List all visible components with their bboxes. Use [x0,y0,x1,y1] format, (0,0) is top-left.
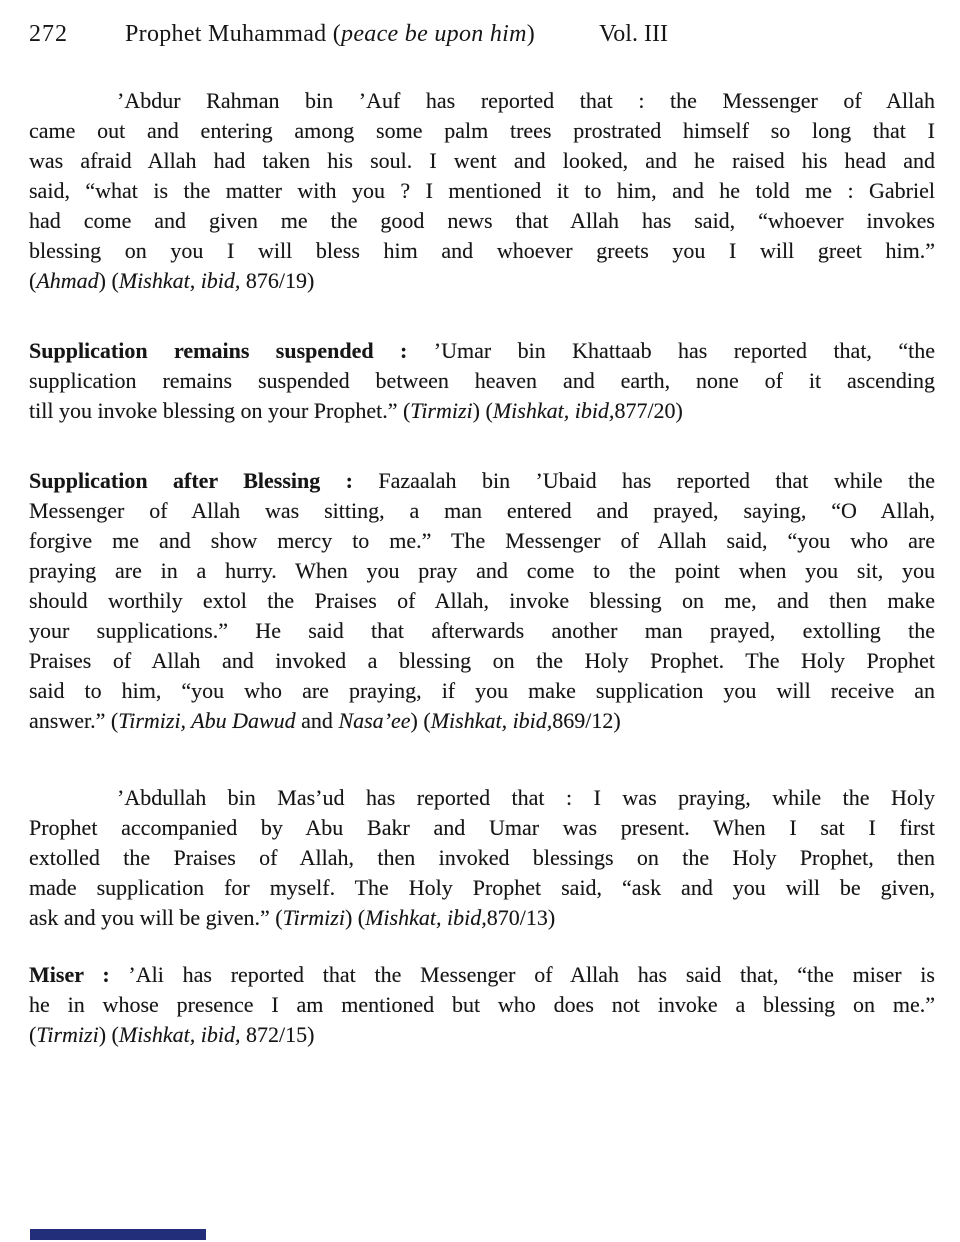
citation-italic-run: Tirmizi [282,905,345,930]
book-title-italic: peace be upon him [341,21,527,47]
text-run: Messenger of Allah was sitting, a man entered and prayed, saying, “O Allah, [29,498,935,523]
text-line [29,783,935,813]
text-run: till you invoke blessing on your Prophet.” ( [29,398,411,423]
text-line [29,496,935,526]
citation-italic-run: Ahmad [36,268,99,293]
text-run: 877/20) [614,398,683,423]
text-run: was afraid Allah had taken his soul. I went and looked, and he raised his head and [29,148,935,173]
text-line [29,176,935,206]
paragraph-abdullah-bin-masud-report [29,783,935,933]
page-body [29,86,935,1050]
text-run: Prophet accompanied by Abu Bakr and Umar was present. When I sat I first [29,815,935,840]
citation-italic-run: Mishkat, ibid, [118,268,241,293]
text-line [29,813,935,843]
citation-italic-run: Tirmizi [36,1022,99,1047]
text-line [29,706,935,736]
text-line [29,466,935,496]
text-run: came out and entering among some palm trees prostrated himself so long that I [29,118,935,143]
text-run: answer.” ( [29,708,119,733]
bold-heading-run: Supplication after Blessing : [29,468,379,493]
text-run: blessing on you I will bless him and whoever greets you I will greet him.” [29,238,935,263]
text-line [29,1020,935,1050]
page-number: 272 [29,21,68,47]
text-line [29,116,935,146]
text-run: should worthily extol the Praises of Allah, invoke blessing on me, and then make [29,588,935,613]
text-line [29,86,935,116]
paragraph-supplication-remains-suspended [29,336,935,426]
text-run: made supplication for myself. The Holy Prophet said, “ask and you will be given, [29,875,935,900]
text-run: ’Abdur Rahman bin ’Auf has reported that : the Messenger of Allah [117,88,935,113]
text-run: ’Ali has reported that the Messenger of Allah has said that, “the miser is [128,962,935,987]
paragraph-abdur-rahman-report [29,86,935,296]
text-line [29,526,935,556]
text-run: supplication remains suspended between heaven and earth, none of it ascending [29,368,935,393]
citation-italic-run: Tirmizi, Abu Dawud [118,708,296,733]
volume-label: Vol. III [599,21,668,47]
text-line [29,236,935,266]
text-run: ask and you will be given.” ( [29,905,283,930]
citation-italic-run: Mishkat, ibid, [118,1022,241,1047]
citation-italic-run: Mishkat, ibid, [492,398,615,423]
text-run: extolled the Praises of Allah, then invoked blessings on the Holy Prophet, then [29,845,935,870]
text-run: ) ( [98,1022,119,1047]
text-run: had come and given me the good news that Allah has said, “whoever invokes [29,208,935,233]
book-title [125,20,535,48]
text-line [29,646,935,676]
text-line [29,990,935,1020]
text-run: 876/19) [240,268,315,293]
text-line [29,396,935,426]
text-run: said, “what is the matter with you ? I mentioned it to him, and he told me : Gabriel [29,178,935,203]
text-line [29,843,935,873]
text-line [29,146,935,176]
citation-italic-run: Nasa’ee [338,708,411,733]
text-line [29,266,935,296]
running-header [29,20,935,48]
scan-artifact-bar [30,1229,206,1240]
text-run: 872/15) [240,1022,315,1047]
bold-heading-run: Miser : [29,962,129,987]
text-run: 869/12) [552,708,621,733]
text-run: Fazaalah bin ’Ubaid has reported that while the [378,468,935,493]
text-run: forgive me and show mercy to me.” The Messenger of Allah said, “you who are [29,528,935,553]
text-run: ’Abdullah bin Mas’ud has reported that : I was praying, while the Holy [117,785,935,810]
text-line [29,960,935,990]
text-run: said to him, “you who are praying, if you make supplication you will receive an [29,678,935,703]
text-line [29,903,935,933]
text-run: your supplications.” He said that afterwards another man prayed, extolling the [29,618,935,643]
citation-italic-run: Tirmizi [410,398,473,423]
text-line [29,873,935,903]
text-run: ) ( [98,268,119,293]
text-line [29,366,935,396]
text-run: ) ( [410,708,431,733]
text-run: 870/13) [486,905,556,930]
text-line [29,676,935,706]
text-line [29,586,935,616]
citation-italic-run: Mishkat, ibid, [365,905,487,930]
text-run: and [295,708,339,733]
bold-heading-run: Supplication remains suspended : [29,338,434,363]
text-run: ’Umar bin Khattaab has reported that, “the [433,338,935,363]
text-line [29,336,935,366]
text-line [29,206,935,236]
text-run: ) ( [472,398,493,423]
paragraph-miser [29,960,935,1050]
text-line [29,556,935,586]
text-run: ( [29,1022,37,1047]
text-run: ( [29,268,37,293]
text-run: he in whose presence I am mentioned but who does not invoke a blessing on me.” [29,992,935,1017]
text-run: ) ( [344,905,366,930]
text-line [29,616,935,646]
book-title-suffix: ) [526,21,536,47]
book-title-prefix: Prophet Muhammad ( [125,21,342,47]
text-run: Praises of Allah and invoked a blessing on the Holy Prophet. The Holy Prophet [29,648,935,673]
text-run: praying are in a hurry. When you pray and come to the point when you sit, you [29,558,935,583]
paragraph-supplication-after-blessing [29,466,935,736]
citation-italic-run: Mishkat, ibid, [430,708,553,733]
